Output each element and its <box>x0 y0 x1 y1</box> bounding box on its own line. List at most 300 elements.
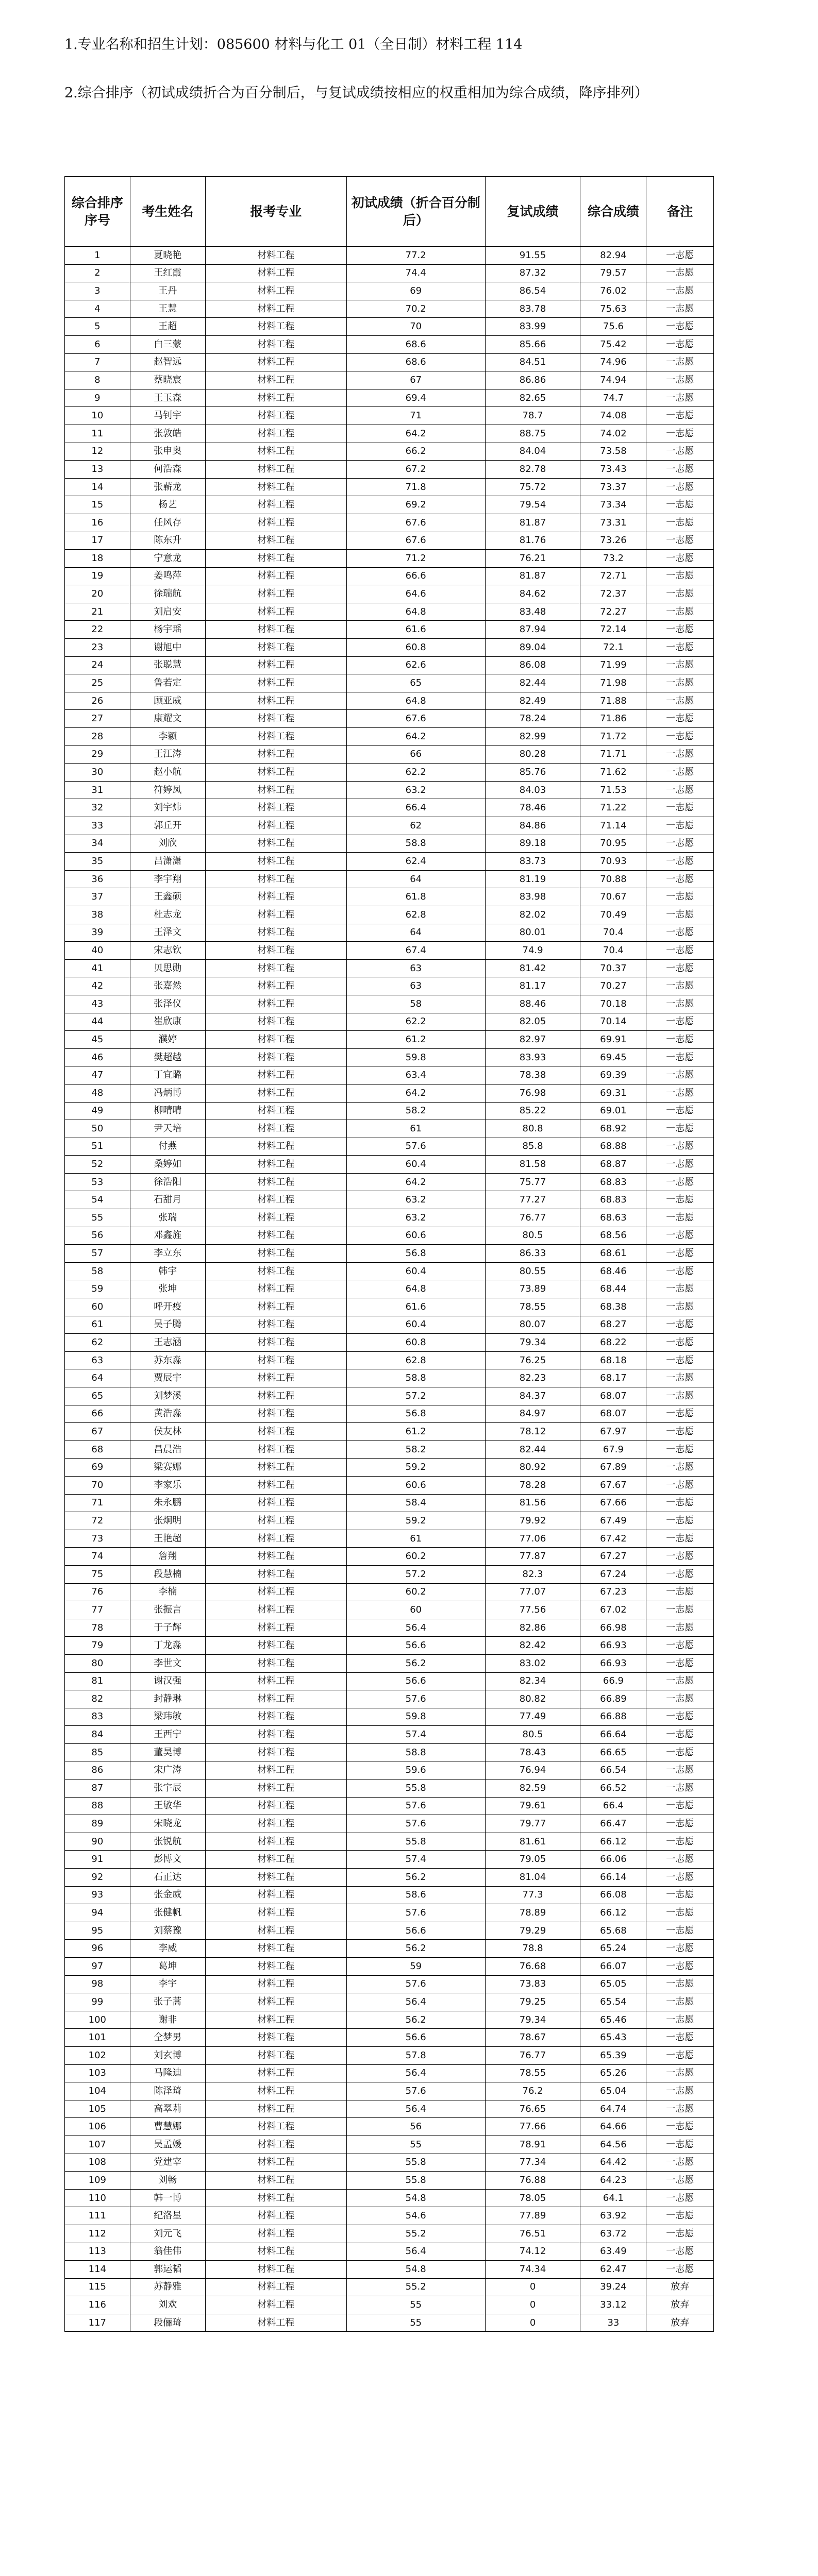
total-score-cell: 69.01 <box>580 1102 646 1120</box>
remark-cell: 一志愿 <box>646 2207 714 2225</box>
table-row <box>65 621 714 639</box>
total-score-cell: 33 <box>580 2314 646 2332</box>
major-cell: 材料工程 <box>205 1351 346 1369</box>
remark-cell: 一志愿 <box>646 1280 714 1298</box>
rank-cell: 2 <box>65 264 130 282</box>
table-row <box>65 478 714 496</box>
major-cell: 材料工程 <box>205 282 346 300</box>
remark-cell: 一志愿 <box>646 1619 714 1637</box>
name-cell: 张金威 <box>130 1886 205 1904</box>
rank-cell: 40 <box>65 942 130 960</box>
initial-score-cell: 56.4 <box>346 2064 485 2082</box>
initial-score-cell: 61 <box>346 1530 485 1548</box>
total-score-cell: 33.12 <box>580 2296 646 2314</box>
retest-score-cell: 79.77 <box>485 1815 580 1833</box>
name-cell: 呼开疫 <box>130 1298 205 1316</box>
remark-cell: 一志愿 <box>646 1780 714 1798</box>
total-score-cell: 71.86 <box>580 710 646 728</box>
initial-score-cell: 62 <box>346 817 485 835</box>
total-score-cell: 65.43 <box>580 2029 646 2047</box>
initial-score-cell: 57.2 <box>346 1387 485 1405</box>
rank-cell: 34 <box>65 835 130 853</box>
total-score-cell: 69.31 <box>580 1084 646 1102</box>
rank-cell: 32 <box>65 799 130 817</box>
name-cell: 刘欣 <box>130 835 205 853</box>
major-cell: 材料工程 <box>205 1209 346 1227</box>
total-score-cell: 65.26 <box>580 2064 646 2082</box>
major-cell: 材料工程 <box>205 1405 346 1423</box>
retest-score-cell: 77.56 <box>485 1601 580 1619</box>
total-score-cell: 68.22 <box>580 1334 646 1352</box>
initial-score-cell: 56.8 <box>346 1245 485 1263</box>
major-cell: 材料工程 <box>205 585 346 603</box>
rank-cell: 86 <box>65 1761 130 1780</box>
table-row <box>65 1726 714 1744</box>
major-cell: 材料工程 <box>205 1138 346 1156</box>
initial-score-cell: 64.6 <box>346 585 485 603</box>
total-score-cell: 66.89 <box>580 1690 646 1708</box>
retest-score-cell: 0 <box>485 2278 580 2296</box>
rank-cell: 51 <box>65 1138 130 1156</box>
table-row <box>65 906 714 924</box>
remark-cell: 一志愿 <box>646 2172 714 2190</box>
major-cell: 材料工程 <box>205 1619 346 1637</box>
remark-cell: 一志愿 <box>646 728 714 746</box>
major-cell: 材料工程 <box>205 1173 346 1191</box>
initial-score-cell: 71.8 <box>346 478 485 496</box>
total-score-cell: 68.38 <box>580 1298 646 1316</box>
name-cell: 王敏华 <box>130 1797 205 1815</box>
table-row <box>65 1440 714 1459</box>
rank-cell: 14 <box>65 478 130 496</box>
rank-cell: 85 <box>65 1743 130 1761</box>
major-cell: 材料工程 <box>205 2154 346 2172</box>
name-cell: 侯友林 <box>130 1423 205 1441</box>
table-row <box>65 2136 714 2154</box>
initial-score-cell: 56.4 <box>346 2100 485 2118</box>
major-cell: 材料工程 <box>205 2225 346 2243</box>
major-cell: 材料工程 <box>205 799 346 817</box>
total-score-cell: 66.12 <box>580 1833 646 1851</box>
major-cell: 材料工程 <box>205 335 346 353</box>
remark-cell: 一志愿 <box>646 1815 714 1833</box>
initial-score-cell: 63.2 <box>346 781 485 799</box>
name-cell: 邓鑫旌 <box>130 1227 205 1245</box>
name-cell: 杜志龙 <box>130 906 205 924</box>
table-row <box>65 282 714 300</box>
remark-cell: 一志愿 <box>646 1298 714 1316</box>
rank-cell: 103 <box>65 2064 130 2082</box>
initial-score-cell: 66.2 <box>346 443 485 461</box>
table-row <box>65 817 714 835</box>
table-row <box>65 1316 714 1334</box>
retest-score-cell: 77.06 <box>485 1530 580 1548</box>
total-score-cell: 65.68 <box>580 1922 646 1940</box>
table-row <box>65 1851 714 1869</box>
major-cell: 材料工程 <box>205 1440 346 1459</box>
retest-score-cell: 78.91 <box>485 2136 580 2154</box>
remark-cell: 一志愿 <box>646 1761 714 1780</box>
initial-score-cell: 54.8 <box>346 2261 485 2279</box>
initial-score-cell: 60.4 <box>346 1262 485 1280</box>
total-score-cell: 63.49 <box>580 2243 646 2261</box>
name-cell: 苏静雅 <box>130 2278 205 2296</box>
remark-cell: 一志愿 <box>646 2064 714 2082</box>
total-score-cell: 66.06 <box>580 1851 646 1869</box>
name-cell: 李家乐 <box>130 1476 205 1494</box>
rank-cell: 79 <box>65 1637 130 1655</box>
major-cell: 材料工程 <box>205 425 346 443</box>
major-cell: 材料工程 <box>205 389 346 407</box>
table-row <box>65 496 714 514</box>
name-cell: 刘元飞 <box>130 2225 205 2243</box>
table-row <box>65 353 714 371</box>
total-score-cell: 68.18 <box>580 1351 646 1369</box>
remark-cell: 一志愿 <box>646 995 714 1013</box>
major-cell: 材料工程 <box>205 1494 346 1512</box>
name-cell: 杨宇瑶 <box>130 621 205 639</box>
rank-cell: 116 <box>65 2296 130 2314</box>
total-score-cell: 71.99 <box>580 656 646 674</box>
rank-cell: 8 <box>65 371 130 389</box>
name-cell: 任风存 <box>130 514 205 532</box>
rank-cell: 98 <box>65 1975 130 1993</box>
major-cell: 材料工程 <box>205 1940 346 1958</box>
name-cell: 梁赛娜 <box>130 1459 205 1477</box>
initial-score-cell: 69.4 <box>346 389 485 407</box>
initial-score-cell: 58.2 <box>346 1440 485 1459</box>
rank-cell: 5 <box>65 318 130 336</box>
retest-score-cell: 76.2 <box>485 2082 580 2100</box>
major-cell: 材料工程 <box>205 728 346 746</box>
total-score-cell: 66.88 <box>580 1708 646 1726</box>
retest-score-cell: 84.62 <box>485 585 580 603</box>
total-score-cell: 79.57 <box>580 264 646 282</box>
initial-score-cell: 69 <box>346 282 485 300</box>
retest-score-cell: 77.49 <box>485 1708 580 1726</box>
total-score-cell: 68.83 <box>580 1191 646 1209</box>
retest-score-cell: 78.7 <box>485 407 580 425</box>
rank-cell: 25 <box>65 674 130 692</box>
name-cell: 夏晓艳 <box>130 247 205 265</box>
table-row <box>65 264 714 282</box>
retest-score-cell: 84.97 <box>485 1405 580 1423</box>
table-row <box>65 1619 714 1637</box>
major-cell: 材料工程 <box>205 1102 346 1120</box>
table-row <box>65 389 714 407</box>
rank-cell: 17 <box>65 532 130 550</box>
name-cell: 韩一博 <box>130 2189 205 2207</box>
major-cell: 材料工程 <box>205 532 346 550</box>
major-cell: 材料工程 <box>205 1922 346 1940</box>
initial-score-cell: 59.8 <box>346 1048 485 1066</box>
major-cell: 材料工程 <box>205 1031 346 1049</box>
total-score-cell: 69.45 <box>580 1048 646 1066</box>
major-cell: 材料工程 <box>205 1637 346 1655</box>
name-cell: 韩宇 <box>130 1262 205 1280</box>
total-score-cell: 68.88 <box>580 1138 646 1156</box>
name-cell: 梁玮敏 <box>130 1708 205 1726</box>
header-major: 报考专业 <box>205 177 346 247</box>
retest-score-cell: 80.5 <box>485 1726 580 1744</box>
rank-cell: 43 <box>65 995 130 1013</box>
major-cell: 材料工程 <box>205 496 346 514</box>
initial-score-cell: 63 <box>346 977 485 995</box>
table-row <box>65 2029 714 2047</box>
name-cell: 苏东淼 <box>130 1351 205 1369</box>
rank-cell: 76 <box>65 1583 130 1601</box>
major-cell: 材料工程 <box>205 1512 346 1530</box>
table-row <box>65 2172 714 2190</box>
remark-cell: 一志愿 <box>646 1637 714 1655</box>
rank-cell: 70 <box>65 1476 130 1494</box>
major-cell: 材料工程 <box>205 1156 346 1174</box>
initial-score-cell: 61.6 <box>346 1298 485 1316</box>
remark-cell: 一志愿 <box>646 1369 714 1387</box>
rank-cell: 22 <box>65 621 130 639</box>
total-score-cell: 64.74 <box>580 2100 646 2118</box>
table-row <box>65 1601 714 1619</box>
table-row <box>65 764 714 782</box>
table-row <box>65 835 714 853</box>
retest-score-cell: 76.98 <box>485 1084 580 1102</box>
retest-score-cell: 82.23 <box>485 1369 580 1387</box>
name-cell: 宋志钦 <box>130 942 205 960</box>
table-row <box>65 1833 714 1851</box>
total-score-cell: 67.27 <box>580 1548 646 1566</box>
initial-score-cell: 64.2 <box>346 425 485 443</box>
major-cell: 材料工程 <box>205 639 346 657</box>
name-cell: 张宇辰 <box>130 1780 205 1798</box>
rank-cell: 112 <box>65 2225 130 2243</box>
retest-score-cell: 87.32 <box>485 264 580 282</box>
major-cell: 材料工程 <box>205 674 346 692</box>
major-cell: 材料工程 <box>205 710 346 728</box>
total-score-cell: 73.2 <box>580 550 646 568</box>
initial-score-cell: 56.6 <box>346 1637 485 1655</box>
major-cell: 材料工程 <box>205 656 346 674</box>
remark-cell: 一志愿 <box>646 1102 714 1120</box>
rank-cell: 30 <box>65 764 130 782</box>
name-cell: 高翠莉 <box>130 2100 205 2118</box>
table-row <box>65 1013 714 1031</box>
major-cell: 材料工程 <box>205 2261 346 2279</box>
initial-score-cell: 55.8 <box>346 2154 485 2172</box>
name-cell: 何浩森 <box>130 461 205 479</box>
initial-score-cell: 56.8 <box>346 1405 485 1423</box>
rank-cell: 115 <box>65 2278 130 2296</box>
remark-cell: 一志愿 <box>646 496 714 514</box>
major-cell: 材料工程 <box>205 247 346 265</box>
remark-cell: 一志愿 <box>646 2225 714 2243</box>
retest-score-cell: 81.61 <box>485 1833 580 1851</box>
total-score-cell: 66.52 <box>580 1780 646 1798</box>
retest-score-cell: 88.75 <box>485 425 580 443</box>
major-cell: 材料工程 <box>205 621 346 639</box>
total-score-cell: 70.67 <box>580 888 646 906</box>
table-row <box>65 870 714 888</box>
major-cell: 材料工程 <box>205 318 346 336</box>
rank-cell: 66 <box>65 1405 130 1423</box>
initial-score-cell: 56.2 <box>346 1869 485 1887</box>
remark-cell: 一志愿 <box>646 1066 714 1084</box>
retest-score-cell: 80.28 <box>485 745 580 764</box>
name-cell: 彭博文 <box>130 1851 205 1869</box>
major-cell: 材料工程 <box>205 2296 346 2314</box>
name-cell: 丁龙淼 <box>130 1637 205 1655</box>
name-cell: 王超 <box>130 318 205 336</box>
initial-score-cell: 58.2 <box>346 1102 485 1120</box>
name-cell: 刘欢 <box>130 2296 205 2314</box>
initial-score-cell: 55.2 <box>346 2225 485 2243</box>
major-cell: 材料工程 <box>205 1530 346 1548</box>
retest-score-cell: 78.46 <box>485 799 580 817</box>
remark-cell: 一志愿 <box>646 1565 714 1583</box>
remark-cell: 一志愿 <box>646 282 714 300</box>
rank-cell: 113 <box>65 2243 130 2261</box>
retest-score-cell: 83.99 <box>485 318 580 336</box>
total-score-cell: 66.47 <box>580 1815 646 1833</box>
remark-cell: 一志愿 <box>646 621 714 639</box>
total-score-cell: 69.91 <box>580 1031 646 1049</box>
header-total-score: 综合成绩 <box>580 177 646 247</box>
rank-cell: 109 <box>65 2172 130 2190</box>
remark-cell: 一志愿 <box>646 550 714 568</box>
retest-score-cell: 78.67 <box>485 2029 580 2047</box>
retest-score-cell: 81.42 <box>485 959 580 977</box>
table-row <box>65 425 714 443</box>
initial-score-cell: 63.4 <box>346 1066 485 1084</box>
major-cell: 材料工程 <box>205 353 346 371</box>
initial-score-cell: 71.2 <box>346 550 485 568</box>
name-cell: 石甜月 <box>130 1191 205 1209</box>
major-cell: 材料工程 <box>205 1423 346 1441</box>
retest-score-cell: 78.24 <box>485 710 580 728</box>
remark-cell: 一志愿 <box>646 870 714 888</box>
retest-score-cell: 81.87 <box>485 567 580 585</box>
table-row <box>65 1565 714 1583</box>
initial-score-cell: 57.6 <box>346 1797 485 1815</box>
name-cell: 张嘉然 <box>130 977 205 995</box>
total-score-cell: 71.62 <box>580 764 646 782</box>
name-cell: 李颖 <box>130 728 205 746</box>
total-score-cell: 70.95 <box>580 835 646 853</box>
name-cell: 贾辰宇 <box>130 1369 205 1387</box>
total-score-cell: 68.92 <box>580 1120 646 1138</box>
table-row <box>65 2118 714 2136</box>
rank-cell: 117 <box>65 2314 130 2332</box>
name-cell: 张聪慧 <box>130 656 205 674</box>
remark-cell: 一志愿 <box>646 1940 714 1958</box>
retest-score-cell: 91.55 <box>485 247 580 265</box>
rank-cell: 55 <box>65 1209 130 1227</box>
table-row <box>65 888 714 906</box>
remark-cell: 一志愿 <box>646 2154 714 2172</box>
name-cell: 赵小航 <box>130 764 205 782</box>
major-cell: 材料工程 <box>205 764 346 782</box>
name-cell: 翁佳伟 <box>130 2243 205 2261</box>
rank-cell: 48 <box>65 1084 130 1102</box>
rank-cell: 102 <box>65 2046 130 2064</box>
major-cell: 材料工程 <box>205 461 346 479</box>
retest-score-cell: 77.66 <box>485 2118 580 2136</box>
initial-score-cell: 60.4 <box>346 1156 485 1174</box>
remark-cell: 一志愿 <box>646 2118 714 2136</box>
major-cell: 材料工程 <box>205 1958 346 1976</box>
rank-cell: 94 <box>65 1904 130 1922</box>
table-row <box>65 2261 714 2279</box>
table-row <box>65 1672 714 1690</box>
table-header-row <box>65 177 714 247</box>
rank-cell: 81 <box>65 1672 130 1690</box>
table-row <box>65 2243 714 2261</box>
initial-score-cell: 60 <box>346 1601 485 1619</box>
name-cell: 仝梦男 <box>130 2029 205 2047</box>
major-cell: 材料工程 <box>205 1048 346 1066</box>
rank-cell: 39 <box>65 924 130 942</box>
initial-score-cell: 58.8 <box>346 835 485 853</box>
name-cell: 赵智远 <box>130 353 205 371</box>
table-row <box>65 942 714 960</box>
total-score-cell: 70.27 <box>580 977 646 995</box>
retest-score-cell: 83.93 <box>485 1048 580 1066</box>
table-row <box>65 1120 714 1138</box>
total-score-cell: 66.12 <box>580 1904 646 1922</box>
remark-cell: 一志愿 <box>646 1851 714 1869</box>
rank-cell: 47 <box>65 1066 130 1084</box>
total-score-cell: 71.88 <box>580 692 646 710</box>
table-row <box>65 1940 714 1958</box>
total-score-cell: 64.56 <box>580 2136 646 2154</box>
initial-score-cell: 56 <box>346 2118 485 2136</box>
table-row <box>65 300 714 318</box>
retest-score-cell: 82.44 <box>485 674 580 692</box>
retest-score-cell: 84.04 <box>485 443 580 461</box>
remark-cell: 一志愿 <box>646 335 714 353</box>
retest-score-cell: 76.51 <box>485 2225 580 2243</box>
initial-score-cell: 62.8 <box>346 906 485 924</box>
initial-score-cell: 62.6 <box>346 656 485 674</box>
total-score-cell: 66.54 <box>580 1761 646 1780</box>
table-row <box>65 1690 714 1708</box>
name-cell: 张炯明 <box>130 1512 205 1530</box>
total-score-cell: 68.07 <box>580 1405 646 1423</box>
initial-score-cell: 56.2 <box>346 1654 485 1672</box>
name-cell: 尹天培 <box>130 1120 205 1138</box>
total-score-cell: 66.4 <box>580 1797 646 1815</box>
remark-cell: 一志愿 <box>646 1654 714 1672</box>
table-row <box>65 1351 714 1369</box>
table-row <box>65 1280 714 1298</box>
total-score-cell: 73.37 <box>580 478 646 496</box>
name-cell: 张蕲龙 <box>130 478 205 496</box>
retest-score-cell: 79.29 <box>485 1922 580 1940</box>
ranking-table <box>64 176 714 2332</box>
rank-cell: 64 <box>65 1369 130 1387</box>
table-row <box>65 710 714 728</box>
table-row <box>65 781 714 799</box>
retest-score-cell: 77.3 <box>485 1886 580 1904</box>
rank-cell: 105 <box>65 2100 130 2118</box>
name-cell: 王泽文 <box>130 924 205 942</box>
table-row <box>65 2100 714 2118</box>
name-cell: 张敦皓 <box>130 425 205 443</box>
retest-score-cell: 88.46 <box>485 995 580 1013</box>
retest-score-cell: 78.43 <box>485 1743 580 1761</box>
name-cell: 张瑞 <box>130 1209 205 1227</box>
retest-score-cell: 78.05 <box>485 2189 580 2207</box>
name-cell: 徐浩阳 <box>130 1173 205 1191</box>
